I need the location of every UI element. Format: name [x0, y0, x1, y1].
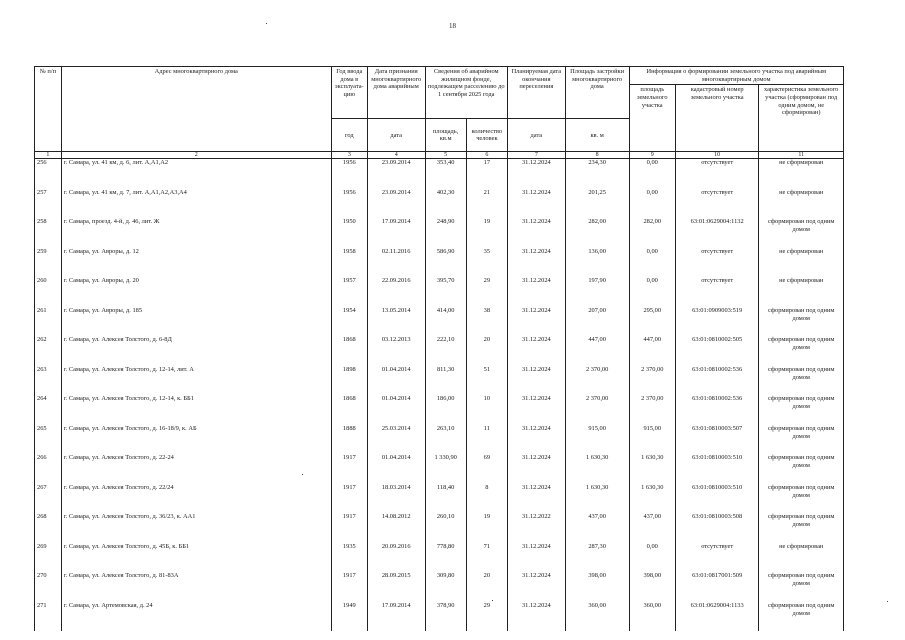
- header-planned-date: Планируемая дата окончания переселения: [507, 67, 565, 119]
- row-year: 1956: [331, 159, 367, 189]
- row-land-area: 0,00: [629, 159, 675, 189]
- row-land-area: 0,00: [629, 543, 675, 573]
- row-address: г. Самара, ул. Алексея Толстого, д. 12-14, лит. А: [61, 366, 331, 396]
- row-people: 17: [466, 159, 507, 189]
- row-address: г. Самара, ул. Алексея Толстого, д. 81-83А: [61, 572, 331, 602]
- row-recognition-date: 17.09.2014: [367, 602, 425, 632]
- row-number: 267: [35, 484, 62, 514]
- row-planned-date: 31.12.2024: [507, 307, 565, 337]
- column-index: 6: [466, 152, 507, 159]
- row-cadastral-number: 63:01:0817001:509: [675, 572, 758, 602]
- row-cadastral-number: отсутствует: [675, 248, 758, 278]
- header-fund-info: Сведения об аварийном жилищном фонде, подлежащем расселению до 1 сентября 2025 года: [425, 67, 507, 119]
- row-number: 257: [35, 189, 62, 219]
- row-land-status: сформирован под одним домом: [759, 366, 844, 396]
- unit-people: количество человек: [466, 119, 507, 152]
- row-year: 1958: [331, 248, 367, 278]
- header-recognition-date: Дата признания многоквартирного дома аварийным: [367, 67, 425, 119]
- row-land-status: не сформирован: [759, 159, 844, 189]
- table-row: [35, 218, 844, 248]
- row-number: 258: [35, 218, 62, 248]
- row-built-area: 2 370,00: [565, 366, 629, 396]
- row-cadastral-number: 63:01:0810002:536: [675, 366, 758, 396]
- row-planned-date: 31.12.2022: [507, 513, 565, 543]
- row-built-area: 234,30: [565, 159, 629, 189]
- column-index-row: [35, 152, 844, 159]
- row-address: г. Самара, ул. Авроры, д. 20: [61, 277, 331, 307]
- row-number: 269: [35, 543, 62, 573]
- row-planned-date: 31.12.2024: [507, 277, 565, 307]
- column-index: 5: [425, 152, 466, 159]
- table-row: [35, 395, 844, 425]
- row-cadastral-number: отсутствует: [675, 189, 758, 219]
- row-recognition-date: 25.03.2014: [367, 425, 425, 455]
- header-cadastral: кадастровый номер земельного участка: [675, 85, 758, 152]
- row-land-area: 0,00: [629, 248, 675, 278]
- row-recognition-date: 13.05.2014: [367, 307, 425, 337]
- row-year: 1917: [331, 454, 367, 484]
- table-row: [35, 277, 844, 307]
- row-recognition-date: 18.03.2014: [367, 484, 425, 514]
- row-land-status: не сформирован: [759, 277, 844, 307]
- table-row: [35, 336, 844, 366]
- row-people: 11: [466, 425, 507, 455]
- row-land-status: сформирован под одним домом: [759, 336, 844, 366]
- row-cadastral-number: 63:01:0810003:508: [675, 513, 758, 543]
- row-number: 265: [35, 425, 62, 455]
- row-address: г. Самара, ул. Алексея Толстого, д. 6-8Д: [61, 336, 331, 366]
- row-year: 1888: [331, 425, 367, 455]
- row-cadastral-number: отсутствует: [675, 159, 758, 189]
- row-people: 21: [466, 189, 507, 219]
- row-recognition-date: 17.09.2014: [367, 218, 425, 248]
- row-area: 260,10: [425, 513, 466, 543]
- row-land-area: 2 370,00: [629, 366, 675, 396]
- row-built-area: 1 630,30: [565, 484, 629, 514]
- table-row: [35, 454, 844, 484]
- row-land-area: 282,00: [629, 218, 675, 248]
- row-land-area: 915,00: [629, 425, 675, 455]
- header-land-area: площадь земельного участка: [629, 85, 675, 152]
- row-land-area: 2 370,00: [629, 395, 675, 425]
- row-number: 266: [35, 454, 62, 484]
- table-row: [35, 248, 844, 278]
- row-address: г. Самара, ул. Авроры, д. 185: [61, 307, 331, 337]
- table-row: [35, 366, 844, 396]
- scan-speck: [266, 23, 267, 24]
- unit-year: год: [331, 119, 367, 152]
- row-land-area: 360,00: [629, 602, 675, 632]
- row-address: г. Самара, ул. Алексея Толстого, д. 36/23, к. АА1: [61, 513, 331, 543]
- row-year: 1950: [331, 218, 367, 248]
- row-built-area: 2 370,00: [565, 395, 629, 425]
- scan-speck: [492, 600, 493, 601]
- row-address: г. Самара, ул. Артемовская, д. 24: [61, 602, 331, 632]
- row-area: 222,10: [425, 336, 466, 366]
- row-area: 263,10: [425, 425, 466, 455]
- row-land-area: 0,00: [629, 189, 675, 219]
- row-address: г. Самара, ул. Алексея Толстого, д. 12-14, к. ББ1: [61, 395, 331, 425]
- row-people: 20: [466, 572, 507, 602]
- column-index: 10: [675, 152, 758, 159]
- row-number: 264: [35, 395, 62, 425]
- row-planned-date: 31.12.2024: [507, 543, 565, 573]
- scan-speck: [887, 601, 888, 602]
- header-built-area: Площадь застройки многоквартирного дома: [565, 67, 629, 119]
- row-planned-date: 31.12.2024: [507, 189, 565, 219]
- row-built-area: 136,00: [565, 248, 629, 278]
- row-planned-date: 31.12.2024: [507, 366, 565, 396]
- row-recognition-date: 01.04.2014: [367, 366, 425, 396]
- row-area: 309,80: [425, 572, 466, 602]
- row-land-area: 295,00: [629, 307, 675, 337]
- row-built-area: 915,00: [565, 425, 629, 455]
- row-land-status: не сформирован: [759, 248, 844, 278]
- table-row: [35, 602, 844, 632]
- row-recognition-date: 22.09.2016: [367, 277, 425, 307]
- row-planned-date: 31.12.2024: [507, 572, 565, 602]
- row-built-area: 447,00: [565, 336, 629, 366]
- row-number: 261: [35, 307, 62, 337]
- table-row: [35, 513, 844, 543]
- row-recognition-date: 23.09.2014: [367, 159, 425, 189]
- emergency-housing-table: [34, 66, 844, 631]
- row-built-area: 437,00: [565, 513, 629, 543]
- table-row: [35, 484, 844, 514]
- row-built-area: 201,25: [565, 189, 629, 219]
- row-people: 20: [466, 336, 507, 366]
- table-row: [35, 307, 844, 337]
- row-land-status: сформирован под одним домом: [759, 513, 844, 543]
- row-planned-date: 31.12.2024: [507, 248, 565, 278]
- row-land-status: не сформирован: [759, 189, 844, 219]
- row-planned-date: 31.12.2024: [507, 484, 565, 514]
- row-address: г. Самара, проезд. 4-й, д. 46, лит. Ж: [61, 218, 331, 248]
- row-address: г. Самара, ул. Алексея Толстого, д. 45Б, к. ББ1: [61, 543, 331, 573]
- row-cadastral-number: 63:01:0810002:505: [675, 336, 758, 366]
- row-land-status: сформирован под одним домом: [759, 395, 844, 425]
- row-land-area: 1 630,30: [629, 454, 675, 484]
- row-year: 1898: [331, 366, 367, 396]
- row-land-area: 437,00: [629, 513, 675, 543]
- row-area: 395,70: [425, 277, 466, 307]
- row-land-status: сформирован под одним домом: [759, 218, 844, 248]
- row-area: 378,90: [425, 602, 466, 632]
- row-address: г. Самара, ул. 41 км, д. 6, лит. А,А1,А2: [61, 159, 331, 189]
- row-people: 38: [466, 307, 507, 337]
- row-year: 1868: [331, 395, 367, 425]
- column-index: 1: [35, 152, 62, 159]
- header-year: Год ввода дома в эксплуата-цию: [331, 67, 367, 119]
- row-land-area: 398,00: [629, 572, 675, 602]
- row-year: 1954: [331, 307, 367, 337]
- row-land-status: сформирован под одним домом: [759, 425, 844, 455]
- row-people: 19: [466, 513, 507, 543]
- row-number: 271: [35, 602, 62, 632]
- column-index: 9: [629, 152, 675, 159]
- row-land-area: 0,00: [629, 277, 675, 307]
- row-people: 29: [466, 602, 507, 632]
- row-people: 10: [466, 395, 507, 425]
- row-year: 1949: [331, 602, 367, 632]
- row-built-area: 282,00: [565, 218, 629, 248]
- row-recognition-date: 28.09.2015: [367, 572, 425, 602]
- unit-planned: дата: [507, 119, 565, 152]
- row-recognition-date: 20.09.2016: [367, 543, 425, 573]
- row-number: 260: [35, 277, 62, 307]
- row-number: 270: [35, 572, 62, 602]
- row-recognition-date: 23.09.2014: [367, 189, 425, 219]
- row-address: г. Самара, ул. 41 км, д. 7, лит. А,А1,А2,А3,А4: [61, 189, 331, 219]
- header-characteristic: характеристика земельного участка (сформирован под одним домом, не сформирован): [759, 85, 844, 152]
- row-land-area: 1 630,30: [629, 484, 675, 514]
- row-area: 353,40: [425, 159, 466, 189]
- column-index: 7: [507, 152, 565, 159]
- row-cadastral-number: 63:01:0909003:519: [675, 307, 758, 337]
- row-cadastral-number: 63:01:0810003:510: [675, 484, 758, 514]
- row-land-status: не сформирован: [759, 543, 844, 573]
- page-number: 18: [449, 22, 456, 30]
- row-planned-date: 31.12.2024: [507, 454, 565, 484]
- column-index: 3: [331, 152, 367, 159]
- row-area: 414,00: [425, 307, 466, 337]
- scan-speck: [302, 474, 303, 475]
- unit-area: площадь, кв.м: [425, 119, 466, 152]
- row-people: 51: [466, 366, 507, 396]
- row-recognition-date: 14.08.2012: [367, 513, 425, 543]
- row-recognition-date: 01.04.2014: [367, 454, 425, 484]
- column-index: 2: [61, 152, 331, 159]
- row-number: 268: [35, 513, 62, 543]
- row-area: 402,30: [425, 189, 466, 219]
- row-built-area: 1 630,30: [565, 454, 629, 484]
- row-recognition-date: 03.12.2013: [367, 336, 425, 366]
- row-land-status: сформирован под одним домом: [759, 572, 844, 602]
- row-planned-date: 31.12.2024: [507, 602, 565, 632]
- row-area: 186,00: [425, 395, 466, 425]
- header-no: № п/п: [35, 67, 62, 152]
- row-number: 259: [35, 248, 62, 278]
- table-row: [35, 189, 844, 219]
- row-year: 1957: [331, 277, 367, 307]
- row-year: 1868: [331, 336, 367, 366]
- row-area: 811,30: [425, 366, 466, 396]
- table-row: [35, 425, 844, 455]
- row-planned-date: 31.12.2024: [507, 395, 565, 425]
- row-planned-date: 31.12.2024: [507, 218, 565, 248]
- row-year: 1956: [331, 189, 367, 219]
- row-number: 263: [35, 366, 62, 396]
- row-recognition-date: 01.04.2014: [367, 395, 425, 425]
- column-index: 11: [759, 152, 844, 159]
- row-cadastral-number: 63:01:0629004:1132: [675, 218, 758, 248]
- row-cadastral-number: 63:01:0810003:510: [675, 454, 758, 484]
- header-land-info: Информация о формировании земельного участка под аварийным многоквартирным домом: [629, 67, 843, 85]
- row-planned-date: 31.12.2024: [507, 336, 565, 366]
- row-built-area: 197,90: [565, 277, 629, 307]
- row-land-status: сформирован под одним домом: [759, 602, 844, 632]
- row-people: 69: [466, 454, 507, 484]
- unit-built: кв. м: [565, 119, 629, 152]
- column-index: 8: [565, 152, 629, 159]
- row-people: 29: [466, 277, 507, 307]
- row-area: 778,80: [425, 543, 466, 573]
- row-land-status: сформирован под одним домом: [759, 484, 844, 514]
- row-people: 19: [466, 218, 507, 248]
- row-number: 262: [35, 336, 62, 366]
- row-year: 1917: [331, 513, 367, 543]
- header-address: Адрес многоквартирного дома: [61, 67, 331, 152]
- row-number: 256: [35, 159, 62, 189]
- row-built-area: 398,00: [565, 572, 629, 602]
- row-area: 248,90: [425, 218, 466, 248]
- row-built-area: 287,30: [565, 543, 629, 573]
- row-address: г. Самара, ул. Авроры, д. 12: [61, 248, 331, 278]
- table-row: [35, 543, 844, 573]
- row-address: г. Самара, ул. Алексея Толстого, д. 22-24: [61, 454, 331, 484]
- row-people: 35: [466, 248, 507, 278]
- row-cadastral-number: 63:01:0810003:507: [675, 425, 758, 455]
- row-year: 1917: [331, 484, 367, 514]
- row-people: 8: [466, 484, 507, 514]
- row-land-area: 447,00: [629, 336, 675, 366]
- row-cadastral-number: 63:01:0629004:1133: [675, 602, 758, 632]
- row-area: 586,90: [425, 248, 466, 278]
- unit-date: дата: [367, 119, 425, 152]
- row-year: 1917: [331, 572, 367, 602]
- row-planned-date: 31.12.2024: [507, 159, 565, 189]
- row-area: 1 330,90: [425, 454, 466, 484]
- row-cadastral-number: 63:01:0810002:536: [675, 395, 758, 425]
- row-recognition-date: 02.11.2016: [367, 248, 425, 278]
- row-people: 71: [466, 543, 507, 573]
- row-cadastral-number: отсутствует: [675, 277, 758, 307]
- row-cadastral-number: отсутствует: [675, 543, 758, 573]
- table-row: [35, 159, 844, 189]
- row-address: г. Самара, ул. Алексея Толстого, д. 16-18/9, к. АБ: [61, 425, 331, 455]
- column-index: 4: [367, 152, 425, 159]
- table-row: [35, 572, 844, 602]
- row-planned-date: 31.12.2024: [507, 425, 565, 455]
- row-built-area: 207,00: [565, 307, 629, 337]
- row-land-status: сформирован под одним домом: [759, 307, 844, 337]
- row-address: г. Самара, ул. Алексея Толстого, д. 22/24: [61, 484, 331, 514]
- row-built-area: 360,00: [565, 602, 629, 632]
- row-area: 118,40: [425, 484, 466, 514]
- row-year: 1935: [331, 543, 367, 573]
- row-land-status: сформирован под одним домом: [759, 454, 844, 484]
